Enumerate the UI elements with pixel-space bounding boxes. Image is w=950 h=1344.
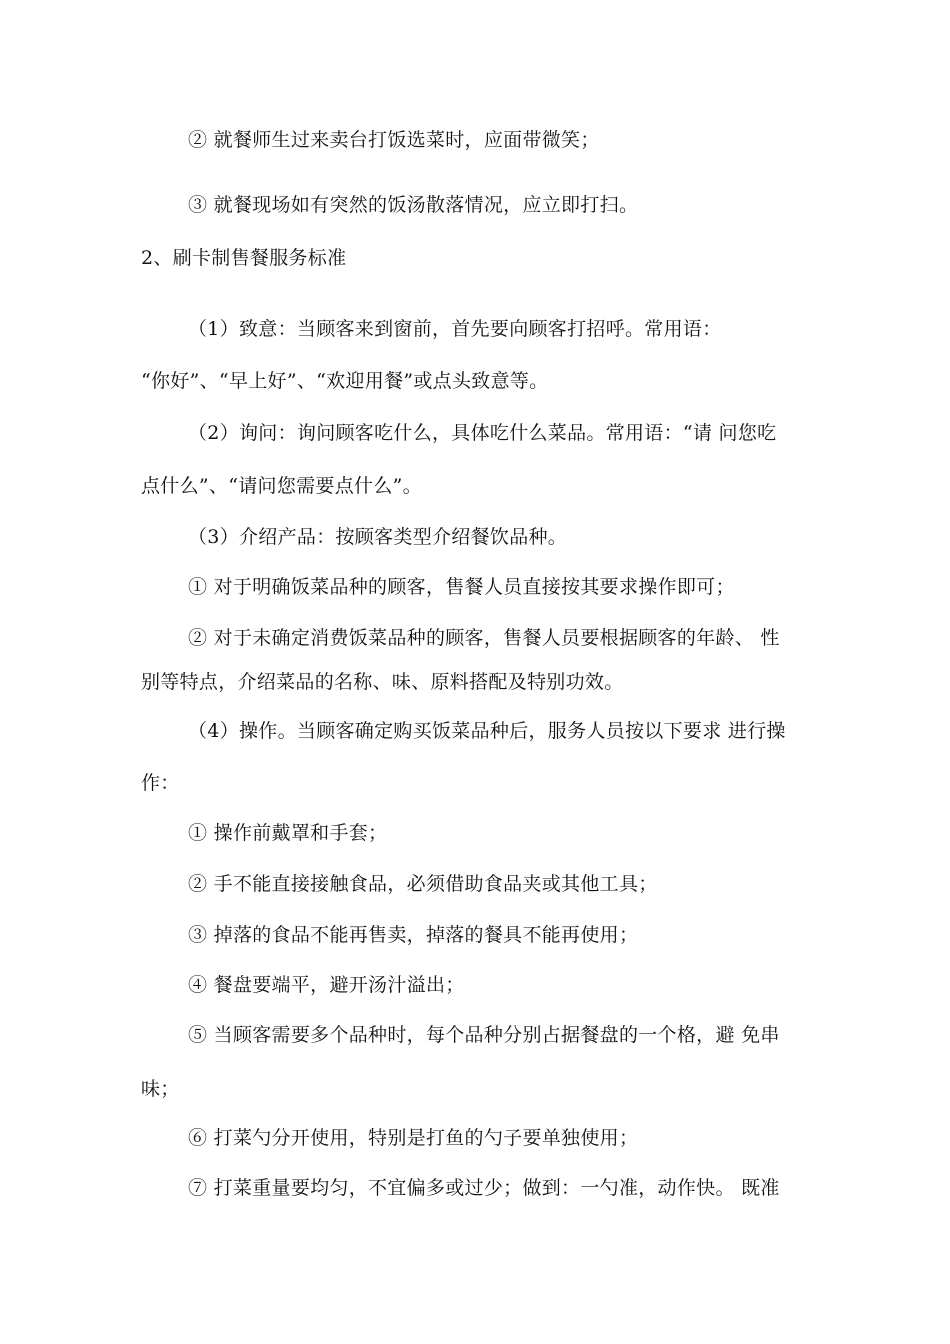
text-line-2: ③ 就餐现场如有突然的饭汤散落情况，应立即打扫。	[188, 194, 639, 216]
text-line-19: 味；	[141, 1078, 180, 1100]
text-line-20: ⑥ 打菜勺分开使用，特别是打鱼的勺子要单独使用；	[188, 1127, 639, 1149]
text-line-12: （4）操作。当顾客确定购买饭菜品种后，服务人员按以下要求 进行操	[188, 720, 786, 742]
text-line-17: ④ 餐盘要端平，避开汤汁溢出；	[188, 974, 465, 996]
text-line-9: ① 对于明确饭菜品种的顾客，售餐人员直接按其要求操作即可；	[188, 576, 735, 598]
text-line-6: （2）询问：询问顾客吃什么，具体吃什么菜品。常用语：“请 问您吃	[188, 422, 777, 444]
text-line-5: “你好”、“早上好”、“欢迎用餐”或点头致意等。	[141, 370, 549, 392]
text-line-11: 别等特点，介绍菜品的名称、味、原料搭配及特别功效。	[141, 671, 624, 693]
text-line-15: ② 手不能直接接触食品，必须借助食品夹或其他工具；	[188, 873, 658, 895]
text-line-18: ⑤ 当顾客需要多个品种时，每个品种分别占据餐盘的一个格，避 免串	[188, 1024, 780, 1046]
text-line-8: （3）介绍产品：按顾客类型介绍餐饮品种。	[188, 526, 568, 548]
text-line-13: 作：	[141, 772, 180, 794]
text-line-10: ② 对于未确定消费饭菜品种的顾客，售餐人员要根据顾客的年龄、 性	[188, 627, 780, 649]
text-line-14: ① 操作前戴罩和手套；	[188, 822, 388, 844]
text-line-1: ② 就餐师生过来卖台打饭选菜时，应面带微笑；	[188, 129, 600, 151]
text-line-16: ③ 掉落的食品不能再售卖，掉落的餐具不能再使用；	[188, 924, 639, 946]
text-line-21: ⑦ 打菜重量要均匀，不宜偏多或过少；做到：一勺准，动作快。 既准	[188, 1177, 780, 1199]
text-line-7: 点什么”、“请问您需要点什么”。	[141, 475, 422, 497]
text-line-4: （1）致意：当顾客来到窗前，首先要向顾客打招呼。常用语：	[188, 318, 722, 340]
section-heading: 2、刷卡制售餐服务标准	[141, 247, 347, 269]
